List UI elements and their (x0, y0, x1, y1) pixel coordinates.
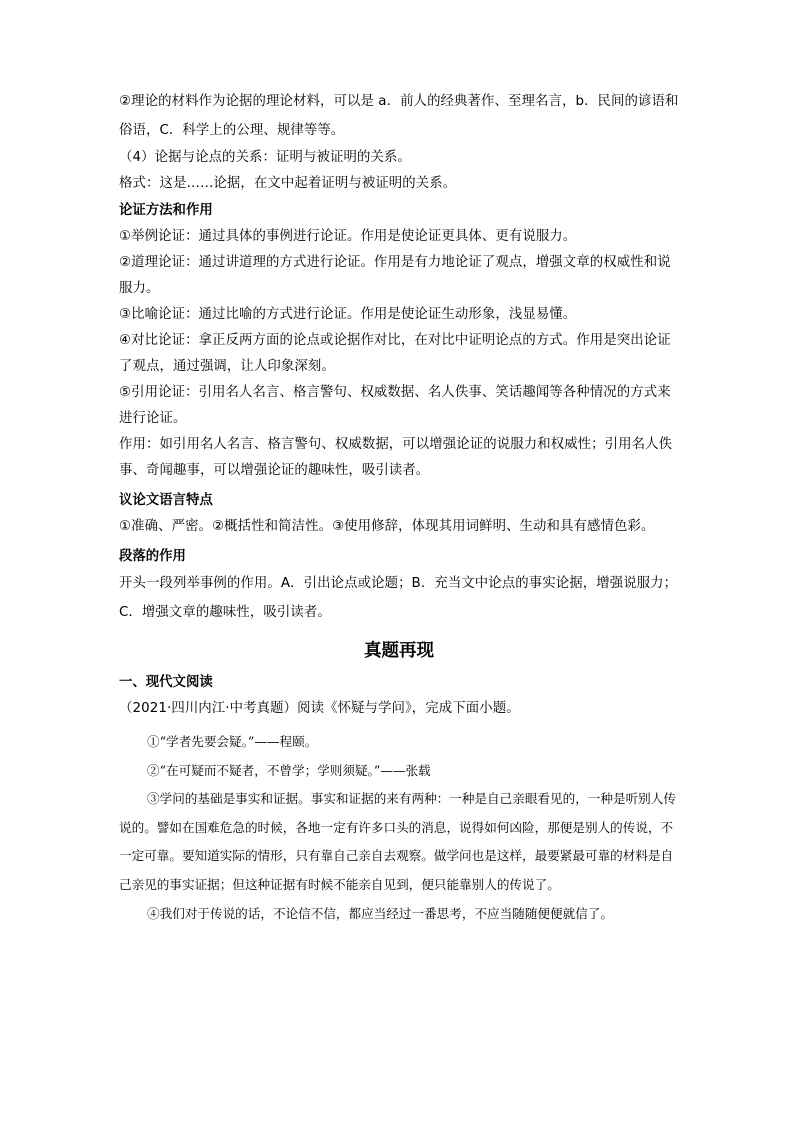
method-contrast: ④对比论证：拿正反两方面的论点或论据作对比，在对比中证明论点的方式。作用是突出论证了观点，通过强调，让人印象深刻。 (119, 333, 671, 374)
language-heading: 议论文语言特点 (119, 493, 213, 508)
passage-paragraph-1: ①“学者先要会疑。”——程颐。 (147, 734, 318, 749)
methods-heading: 论证方法和作用 (119, 203, 213, 218)
paragraph-role-text: 开头一段列举事例的作用。A．引出论点或论题；B．充当文中论点的事实论据，增强说服力；C．增强文章的趣味性，吸引读者。 (119, 576, 678, 620)
document-content (119, 88, 679, 928)
method-quotation-effect: 作用：如引用名人名言、格言警句、权威数据，可以增强论证的说服力和权威性；引用名人佚事、奇闻趣事，可以增强论证的趣味性，吸引读者。 (119, 437, 673, 478)
argument-relation-paragraph: （4）论据与论点的关系：证明与被证明的关系。 (119, 150, 411, 165)
passage-paragraph-4: ④我们对于传说的话，不论信不信，都应当经过一番思考，不应当随随便便就信了。 (147, 905, 613, 921)
exam-part-heading: 一、现代文阅读 (119, 675, 213, 690)
theory-material-paragraph: ②理论的材料作为论据的理论材料，可以是 a．前人的经典著作、至理名言，b．民间的谚语和俗语，C．科学上的公理、规律等等。 (119, 94, 679, 138)
passage-paragraph-2: ②“在可疑而不疑者，不曾学；学则须疑。”——张载 (147, 762, 431, 778)
method-example: ①举例论证：通过具体的事例进行论证。作用是使论证更具体、更有说服力。 (119, 229, 577, 244)
passage-paragraph-3: ③学问的基础是事实和证据。事实和证据的来有两种：一种是自己亲眼看见的，一种是听别人传说的。譬如在国难危急的时候，各地一定有许多口头的消息，说得如何凶险，那便是别人的传说，不一定可靠。要知道实际的情形，只有靠自己亲自去观察。做学问也是这样，最要紧最可靠的材料是自己亲见的事实证据；但这种证据有时候不能亲自见到，便只能靠别人的传说了。 (119, 791, 676, 892)
exam-intro: （2021·四川内江·中考真题）阅读《怀疑与学问》，完成下面小题。 (119, 701, 520, 716)
format-paragraph: 格式：这是……论据，在文中起着证明与被证明的关系。 (119, 176, 457, 191)
method-metaphor: ③比喻论证：通过比喻的方式进行论证。作用是使论证生动形象，浅显易懂。 (119, 307, 577, 322)
method-quotation: ⑤引用论证：引用名人名言、格言警句、权威数据、名人佚事、笑话趣闻等各种情况的方式来进行论证。 (119, 385, 671, 426)
method-reasoning: ②道理论证：通过讲道理的方式进行论证。作用是有力地论证了观点，增强文章的权威性和说服力。 (119, 255, 671, 296)
exam-title: 真题再现 (364, 641, 434, 661)
paragraph-role-heading: 段落的作用 (119, 549, 186, 564)
language-text: ①准确、严密。②概括性和简洁性。③使用修辞，体现其用词鲜明、生动和具有感情色彩。 (119, 519, 655, 534)
